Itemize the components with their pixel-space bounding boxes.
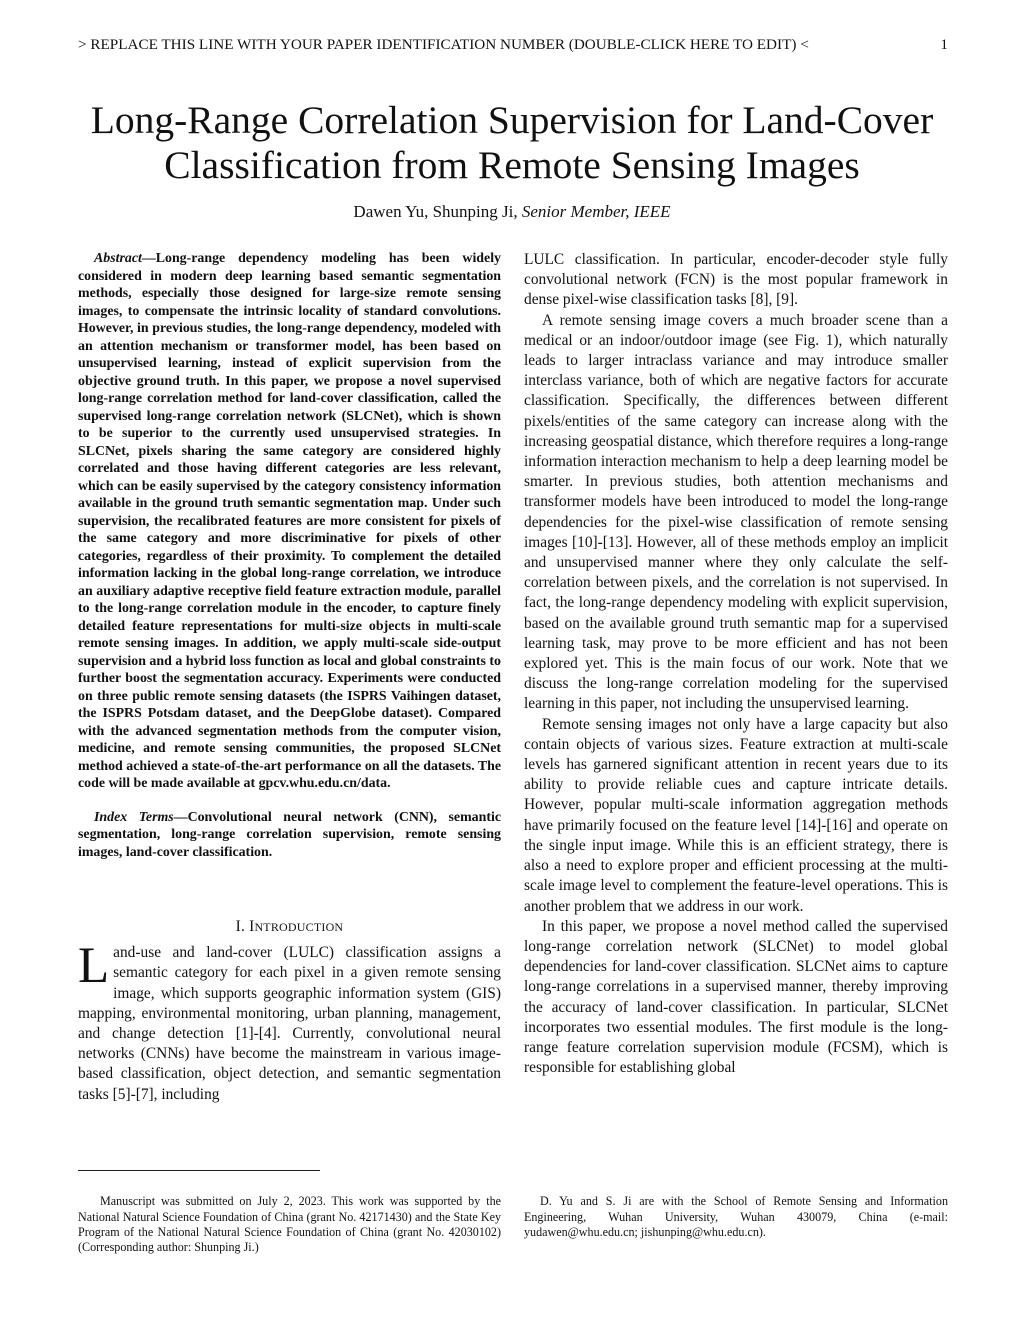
title-line-2: Classification from Remote Sensing Images xyxy=(164,143,860,187)
author-names: Dawen Yu, Shunping Ji, xyxy=(353,202,518,221)
drop-cap: L xyxy=(78,938,110,995)
abstract xyxy=(78,250,501,793)
intro-paragraph-1 xyxy=(78,938,501,1105)
section-title-rest: NTRODUCTION xyxy=(254,920,344,934)
author-membership: Senior Member, IEEE xyxy=(521,202,671,221)
author-line xyxy=(40,202,984,222)
title-line-1: Long-Range Correlation Supervision for Land-Cover xyxy=(90,98,934,142)
intro-paragraph-2: A remote sensing image covers a much broader scene than a medical or an indoor/outdoor image (see Fig. 1), which naturally leads to larger intraclass variance and may introduce smaller interclass variance, both of which are negative factors for accurate classification. Specifically, the differences between different pixels/entities of the same category can increase along with the increasing geospatial distance, which therefore requires a long-range information interaction mechanism to help a deep learning model be smarter. In previous studies, both attention mechanisms and transformer models have been introduced to model the long-range dependencies for the pixel-wise classification of remote sensing images [10]-[13]. However, all of these methods employ an implicit and unsupervised manner where they only calculate the self-correlation between pixels, and the correlation is not supervised. In fact, the long-range dependency modeling with explicit supervision, based on the available ground truth semantic map for a supervised learning task, may prove to be more efficient and has not been explored yet. This is the main focus of our work. Note that we discuss the long-range correlation modeling for the supervised learning in this paper, not including the unsupervised learning. xyxy=(524,311,948,713)
section-heading-introduction xyxy=(78,917,501,937)
footnote-manuscript: Manuscript was submitted on July 2, 2023. This work was supported by the National Natural Science Foundation of China (grant No. 42171430) and the State Key Program of the National Natural Science Foundation of China (grant No. 42030102) (Corresponding author: Shunping Ji.) xyxy=(78,1194,501,1255)
section-title-initial: I xyxy=(249,918,255,935)
page-number: 1 xyxy=(940,36,948,53)
footnote-affiliation: D. Yu and S. Ji are with the School of Remote Sensing and Information Engineering, Wuhan University, Wuhan 430079, China (e-mail: yudawen@whu.edu.cn; jishunping@whu.edu.cn). xyxy=(524,1194,948,1239)
index-terms-text: —Convolutional neural network (CNN), semantic segmentation, long-range correlation supervision, remote sensing images, land-cover classification. xyxy=(78,809,501,860)
abstract-label: Abstract xyxy=(94,251,142,266)
intro-paragraph-3: Remote sensing images not only have a large capacity but also contain objects of various sizes. Feature extraction at multi-scale levels has garnered significant attention in recent years due to its ability to provide reliable cues and capture intricate details. However, popular multi-scale information aggregation methods have primarily focused on the feature level [14]-[16] and operate on the single input image. While this is an efficient strategy, there is also a need to explore proper and efficient processing at the multi-scale image level to complement the feature-level operations. This is another problem that we address in our work. xyxy=(524,715,948,915)
index-terms xyxy=(78,809,501,862)
intro-paragraph-1-continued: LULC classification. In particular, encoder-decoder style fully convolutional network (FCN) is the most popular framework in dense pixel-wise classification tasks [8], [9]. xyxy=(524,251,948,309)
right-column xyxy=(524,250,948,1078)
intro-paragraph-4: In this paper, we propose a novel method called the supervised long-range correlation network (SLCNet) to model global dependencies for land-cover classification. SLCNet aims to capture long-range correlations in a supervised manner, thereby improving the accuracy of land-cover classification. In particular, SLCNet incorporates two essential modules. The first module is the long-range feature correlation supervision module (FCSM), which is responsible for establishing global xyxy=(524,917,948,1077)
intro-paragraph-1-text: and-use and land-cover (LULC) classification assigns a semantic category for each pixel in a given remote sensing image, which supports geographic information system (GIS) mapping, environmental monitoring, urban planning, management, and change detection [1]-[4]. Currently, convolutional neural networks (CNNs) have become the mainstream in various image-based classification, object detection, and semantic segmentation tasks [5]-[7], including xyxy=(78,944,501,1103)
abstract-text: —Long-range dependency modeling has been widely considered in modern deep learning based semantic segmentation methods, especially those designed for large-size remote sensing images, to compensate the intrinsic locality of standard convolutions. However, in previous studies, the long-range dependency, modeled with an attention mechanism or transformer model, has been based on unsupervised learning, instead of explicit supervision from the objective ground truth. In this paper, we propose a novel supervised long-range correlation method for land-cover classification, called the supervised long-range correlation network (SLCNet), which is shown to be superior to the currently used unsupervised strategies. In SLCNet, pixels sharing the same category are considered highly correlated and those having different categories are less relevant, which can be easily supervised by the category consistency information available in the ground truth semantic segmentation map. Under such supervision, the recalibrated features are more consistent for pixels of the same category and more discriminative for pixels of other categories, regardless of their proximity. To complement the detailed information lacking in the global long-range correlation, we introduce an auxiliary adaptive receptive field feature extraction module, parallel to the long-range correlation module in the encoder, to capture finely detailed feature representations for multi-size objects in multi-scale remote sensing images. In addition, we apply multi-scale side-output supervision and a hybrid loss function as local and global constraints to further boost the segmentation accuracy. Experiments were conducted on three public remote sensing datasets (the ISPRS Vaihingen dataset, the ISPRS Potsdam dataset, and the DeepGlobe dataset). Compared with the advanced segmentation methods from the computer vision, medicine, and remote sensing communities, the proposed SLCNet method achieved a state-of-the-art performance on all the datasets. The code will be made available at gpcv.whu.edu.cn/data. xyxy=(78,251,501,791)
section-numeral: I. xyxy=(235,918,246,935)
paper-id-placeholder: > REPLACE THIS LINE WITH YOUR PAPER IDENTIFICATION NUMBER (DOUBLE-CLICK HERE TO EDIT) < xyxy=(78,36,809,53)
left-column xyxy=(78,250,501,1105)
index-terms-label: Index Terms xyxy=(94,809,174,825)
footnote-rule xyxy=(78,1170,320,1171)
paper-title xyxy=(40,98,984,188)
